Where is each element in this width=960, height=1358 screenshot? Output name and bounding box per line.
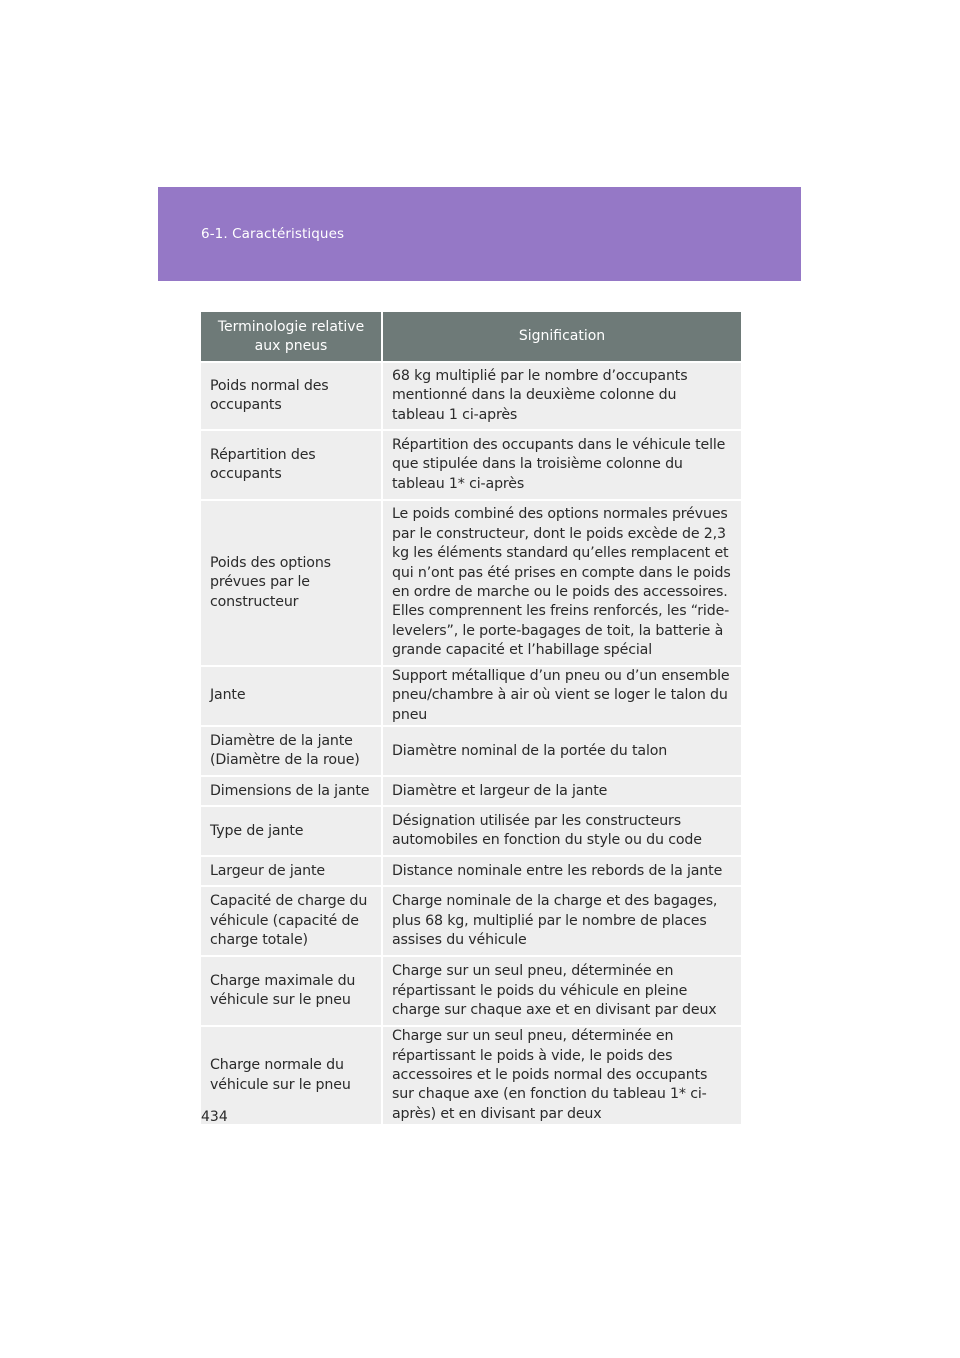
meaning-cell: Le poids combiné des options normales prévues par le constructeur, dont le poids excède de 2,3 kg les éléments standard qu’elles remplacent et qui n’ont pas été prises en compte dans le poids en ordre de marche ou le poids des accessoires. Elles comprennent les freins renforcés, les “ride-levelers”, le porte-bagages de toit, la batterie à grande capacité et l’habillage spécial bbox=[383, 499, 741, 665]
meaning-cell: Répartition des occupants dans le véhicule telle que stipulée dans la troisième colonne du tableau 1* ci-après bbox=[383, 429, 741, 499]
table-row bbox=[201, 1025, 741, 1124]
column-header-term: Terminologie relative aux pneus bbox=[201, 312, 383, 361]
term-cell: Charge maximale du véhicule sur le pneu bbox=[201, 955, 383, 1025]
table-row bbox=[201, 429, 741, 499]
term-cell: Capacité de charge du véhicule (capacité de charge totale) bbox=[201, 885, 383, 955]
table-row bbox=[201, 361, 741, 429]
meaning-cell: Charge sur un seul pneu, déterminée en répartissant le poids à vide, le poids des accessoires et le poids normal des occupants sur chaque axe (en fonction du tableau 1* ci-après) et en divisant par deux bbox=[383, 1025, 741, 1124]
table-row bbox=[201, 955, 741, 1025]
term-cell: Charge normale du véhicule sur le pneu bbox=[201, 1025, 383, 1124]
section-label: 6-1. Caractéristiques bbox=[201, 226, 345, 242]
term-cell: Répartition des occupants bbox=[201, 429, 383, 499]
table-row bbox=[201, 855, 741, 885]
column-header-meaning: Signification bbox=[383, 312, 741, 361]
term-cell: Dimensions de la jante bbox=[201, 775, 383, 805]
meaning-cell: Désignation utilisée par les constructeurs automobiles en fonction du style ou du code bbox=[383, 805, 741, 855]
meaning-cell: Distance nominale entre les rebords de la jante bbox=[383, 855, 741, 885]
meaning-cell: 68 kg multiplié par le nombre d’occupants mentionné dans la deuxième colonne du tableau 1 ci-après bbox=[383, 361, 741, 429]
term-cell: Poids des options prévues par le constructeur bbox=[201, 499, 383, 665]
table-header-row bbox=[201, 312, 741, 361]
table-row bbox=[201, 665, 741, 725]
table-row bbox=[201, 499, 741, 665]
meaning-cell: Charge sur un seul pneu, déterminée en répartissant le poids du véhicule en pleine charge sur chaque axe et en divisant par deux bbox=[383, 955, 741, 1025]
meaning-cell: Charge nominale de la charge et des bagages, plus 68 kg, multiplié par le nombre de places assises du véhicule bbox=[383, 885, 741, 955]
section-header-band bbox=[158, 187, 801, 281]
term-cell: Jante bbox=[201, 665, 383, 725]
term-cell: Largeur de jante bbox=[201, 855, 383, 885]
table-row bbox=[201, 725, 741, 775]
meaning-cell: Support métallique d’un pneu ou d’un ensemble pneu/chambre à air où vient se loger le talon du pneu bbox=[383, 665, 741, 725]
term-cell: Diamètre de la jante (Diamètre de la roue) bbox=[201, 725, 383, 775]
table-row bbox=[201, 885, 741, 955]
table-row bbox=[201, 775, 741, 805]
meaning-cell: Diamètre et largeur de la jante bbox=[383, 775, 741, 805]
page-number: 434 bbox=[201, 1109, 228, 1125]
meaning-cell: Diamètre nominal de la portée du talon bbox=[383, 725, 741, 775]
term-cell: Poids normal des occupants bbox=[201, 361, 383, 429]
table-row bbox=[201, 805, 741, 855]
term-cell: Type de jante bbox=[201, 805, 383, 855]
tire-terminology-table bbox=[201, 312, 741, 1124]
